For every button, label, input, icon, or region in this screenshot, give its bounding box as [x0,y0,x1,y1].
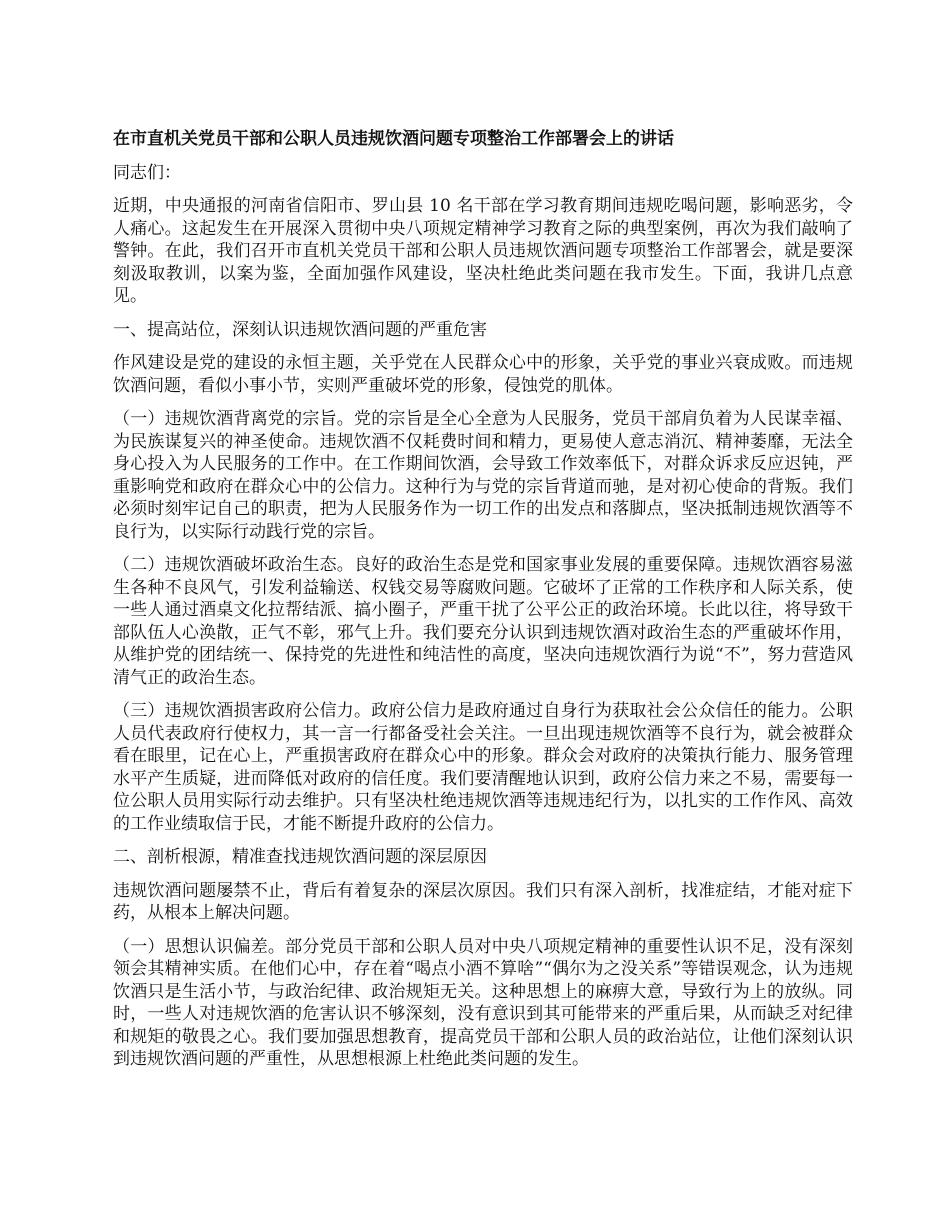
paragraph: 违规饮酒问题屡禁不止，背后有着复杂的深层次原因。我们只有深入剖析，找准症结，才能对症下药，从根本上解决问题。 [113,880,853,923]
document-title: 在市直机关党员干部和公职人员违规饮酒问题专项整治工作部署会上的讲话 [113,129,674,149]
paragraph: （一）思想认识偏差。部分党员干部和公职人员对中央八项规定精神的重要性认识不足，没有深刻领会其精神实质。在他们心中，存在着“喝点小酒不算啥”“偶尔为之没关系”等错误观念，认为违规饮酒只是生活小节，与政治纪律、政治规矩无关。这种思想上的麻痹大意，导致行为上的放纵。同时，一些人对违规饮酒的危害认识不够深刻，没有意识到其可能带来的严重后果，从而缺乏对纪律和规矩的敬畏之心。我们要加强思想教育，提高党员干部和公职人员的政治站位，让他们深刻认识到违规饮酒问题的严重性，从思想根源上杜绝此类问题的发生。 [113,936,853,1069]
paragraph: （一）违规饮酒背离党的宗旨。党的宗旨是全心全意为人民服务，党员干部肩负着为人民谋幸福、为民族谋复兴的神圣使命。违规饮酒不仅耗费时间和精力，更易使人意志消沉、精神萎靡，无法全身心投入为人民服务的工作中。在工作期间饮酒，会导致工作效率低下，对群众诉求反应迟钝，严重影响党和政府在群众心中的公信力。这种行为与党的宗旨背道而驰，是对初心使命的背叛。我们必须时刻牢记自己的职责，把为人民服务作为一切工作的出发点和落脚点，坚决抵制违规饮酒等不良行为，以实际行动践行党的宗旨。 [113,409,853,542]
paragraph-intro: 近期，中央通报的河南省信阳市、罗山县 10 名干部在学习教育期间违规吃喝问题，影响恶劣，令人痛心。这起发生在开展深入贯彻中央八项规定精神学习教育之际的典型案例，再次为我们敲响了警钟。在此，我们召开市直机关党员干部和公职人员违规饮酒问题专项整治工作部署会，就是要深刻汲取教训，以案为鉴，全面加强作风建设，坚决杜绝此类问题在我市发生。下面，我讲几点意见。 [113,196,853,306]
section-heading-2: 二、剖析根源，精准查找违规饮酒问题的深层原因 [113,847,487,867]
paragraph: 作风建设是党的建设的永恒主题，关乎党在人民群众心中的形象，关乎党的事业兴衰成败。而违规饮酒问题，看似小事小节，实则严重破坏党的形象，侵蚀党的肌体。 [113,353,853,396]
document-page [113,128,853,1082]
paragraph: （二）违规饮酒破坏政治生态。良好的政治生态是党和国家事业发展的重要保障。违规饮酒容易滋生各种不良风气，引发利益输送、权钱交易等腐败问题。它破坏了正常的工作秩序和人际关系，使一些人通过酒桌文化拉帮结派、搞小圈子，严重干扰了公平公正的政治环境。长此以往，将导致干部队伍人心涣散，正气不彰，邪气上升。我们要充分认识到违规饮酒对政治生态的严重破坏作用，从维护党的团结统一、保持党的先进性和纯洁性的高度，坚决向违规饮酒行为说“不”，努力营造风清气正的政治生态。 [113,555,853,688]
salutation: 同志们： [113,162,181,183]
section-heading-1: 一、提高站位，深刻认识违规饮酒问题的严重危害 [113,319,487,340]
paragraph: （三）违规饮酒损害政府公信力。政府公信力是政府通过自身行为获取社会公众信任的能力。公职人员代表政府行使权力，其一言一行都备受社会关注。一旦出现违规饮酒等不良行为，就会被群众看在眼里，记在心上，严重损害政府在群众心中的形象。群众会对政府的决策执行能力、服务管理水平产生质疑，进而降低对政府的信任度。我们要清醒地认识到，政府公信力来之不易，需要每一位公职人员用实际行动去维护。只有坚决杜绝违规饮酒等违规违纪行为，以扎实的工作作风、高效的工作业绩取信于民，才能不断提升政府的公信力。 [113,701,853,834]
